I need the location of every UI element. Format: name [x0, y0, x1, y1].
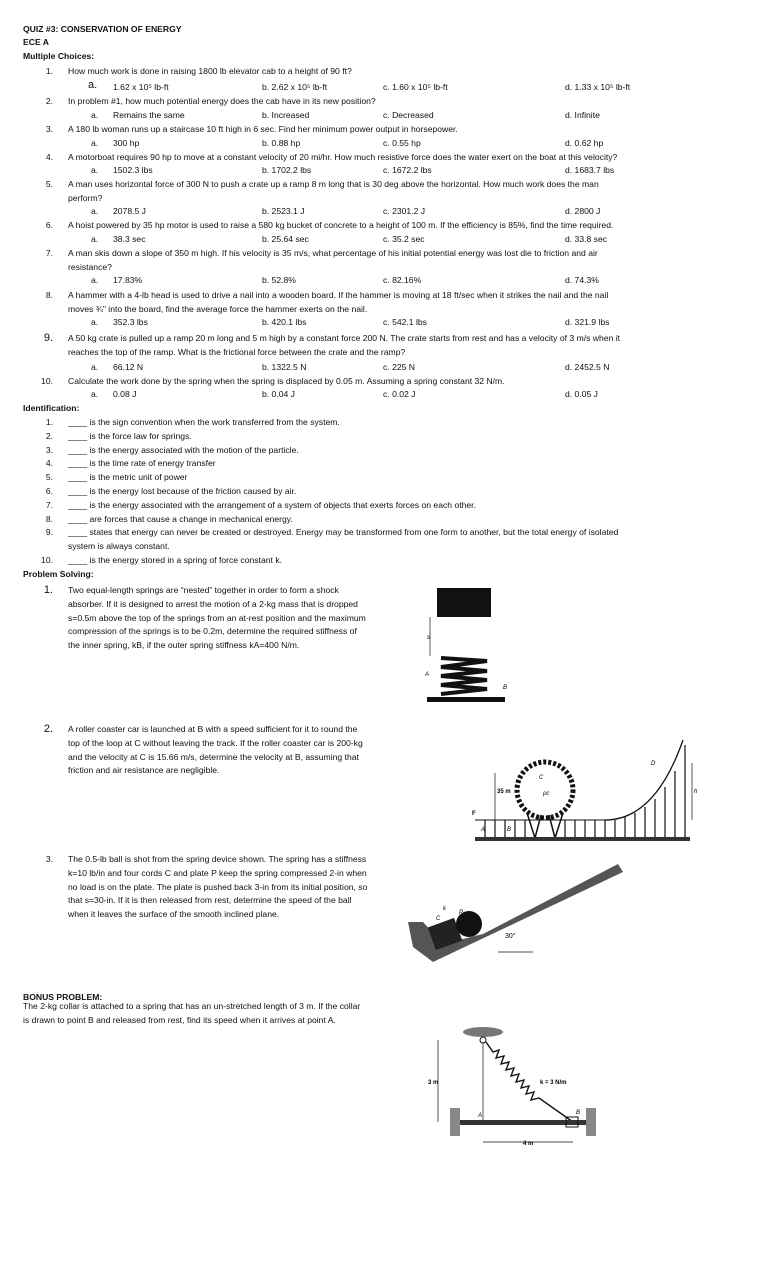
label-p: P	[459, 910, 464, 916]
option-b: b. 420.1 lbs	[262, 317, 307, 327]
question-text: resistance?	[68, 261, 112, 272]
label-a: A	[478, 1113, 483, 1119]
spring-figure	[425, 583, 520, 708]
item-text: ____ is the sign convention when the work transferred from the system.	[68, 417, 340, 427]
problem-text: The 0.5-lb ball is shot from the spring device shown. The spring has a stiffness k=10 lb/in and four cords C and plate P keep the spring compressed 2-in when no load is on the plate. The plate is pushed back 3-in from its initial position, so that s=30-in. If it is then released from rest, determine the speed of the ball when it leaves the surface of the smooth inclined plane.	[68, 854, 368, 920]
item-number: 7.	[45, 499, 53, 510]
question-number: 8.	[45, 290, 53, 300]
option-a-label: a.	[91, 206, 99, 216]
nested-springs	[441, 658, 487, 694]
option-a-label: a.	[91, 165, 99, 175]
question-number: 7.	[45, 248, 53, 258]
section-label: ECE A	[23, 37, 49, 47]
question-number: 4.	[45, 152, 53, 162]
collar-spring-figure	[428, 1022, 603, 1157]
quiz-title: QUIZ #3: CONSERVATION OF ENERGY	[23, 24, 182, 34]
option-c: c. Decreased	[383, 110, 434, 120]
roller-coaster-figure	[455, 735, 705, 845]
item-text: ____ is the energy associated with the motion of the particle.	[68, 444, 299, 455]
problem-solving-heading: Problem Solving:	[23, 569, 94, 579]
item-number: 1.	[45, 417, 53, 427]
option-a: 2078.5 J	[113, 206, 146, 216]
label-angle: 30°	[505, 933, 516, 940]
bonus-text: The 2-kg collar is attached to a spring that has an un-stretched length of 3 m. If the collar is drawn to point B and released from rest, find its speed when it arrives at point A.	[23, 1001, 361, 1025]
option-a-label: a.	[91, 317, 99, 327]
option-d: d. 1683.7 lbs	[565, 165, 615, 175]
option-c: c. 225 N	[383, 362, 416, 372]
item-number: 8.	[45, 513, 53, 524]
label-f: F	[472, 811, 476, 817]
question-text: moves ¾" into the board, find the average force the hammer exerts on the nail.	[68, 303, 368, 314]
label-3m: 3 m	[428, 1080, 439, 1086]
item-text: ____ is the metric unit of power	[68, 472, 188, 483]
inclined-plane-figure	[403, 862, 628, 972]
label-d: D	[651, 761, 656, 767]
label-k: k = 3 N/m	[540, 1080, 567, 1086]
item-text: ____ is the time rate of energy transfer	[68, 458, 216, 469]
option-b: b. 1322.5 N	[262, 362, 307, 372]
identification-heading: Identification:	[23, 403, 80, 413]
item-text: system is always constant.	[68, 541, 170, 552]
label-a: A	[425, 672, 430, 678]
question-text: A 50 kg crate is pulled up a ramp 20 m long and 5 m high by a constant force 200 N. The crate starts from rest and has a velocity of 3 m/s when it	[68, 333, 621, 343]
label-c: C	[436, 916, 441, 922]
option-a-label: a.	[91, 234, 99, 244]
item-text: ____ is the force law for springs.	[68, 430, 192, 441]
item-text: ____ states that energy can never be created or destroyed. Energy may be transformed from one form to another, but the total energy of isolated	[68, 527, 619, 538]
option-a: 66.12 N	[113, 362, 144, 372]
option-b: b. 25.64 sec	[262, 234, 309, 244]
option-a-label: a.	[91, 110, 99, 120]
label-b: B	[576, 1110, 581, 1116]
option-a: 1.62 x 10⁵ lb-ft	[113, 82, 169, 92]
mass-block	[437, 588, 491, 617]
option-a-label: a.	[91, 362, 99, 372]
option-b: b. Increased	[262, 110, 310, 120]
option-d: d. 0.62 hp	[565, 138, 604, 148]
item-text: ____ are forces that cause a change in mechanical energy.	[68, 513, 293, 524]
option-b: b. 1702.2 lbs	[262, 165, 312, 175]
label-b: B	[503, 685, 508, 691]
option-b: b. 2523.1 J	[262, 206, 305, 216]
option-a: Remains the same	[113, 110, 185, 120]
label-h: h	[694, 789, 698, 795]
label-a: A	[481, 827, 486, 833]
problem-number: 2.	[43, 723, 53, 735]
question-text: A 180 lb woman runs up a staircase 10 ft high in 6 sec. Find her minimum power output in horsepower.	[68, 124, 458, 134]
question-number: 1.	[45, 66, 53, 76]
label-b: B	[507, 827, 512, 833]
item-number: 10.	[41, 555, 53, 565]
option-d: d. Infinite	[565, 110, 600, 120]
option-a-label: a.	[91, 138, 99, 148]
problem-text: A roller coaster car is launched at B with a speed sufficient for it to round the top of the loop at C without leaving the track. If the roller coaster car is 200-kg and the velocity at C is 15.66 m/s, determine the velocity at B, assuming that friction and air resistance are negligible.	[68, 724, 363, 776]
option-d: d. 74.3%	[565, 275, 599, 285]
option-c: c. 0.02 J	[383, 389, 416, 399]
option-c: c. 2301.2 J	[383, 206, 426, 216]
option-a: 38.3 sec	[113, 234, 146, 244]
question-number: 5.	[45, 179, 53, 189]
item-number: 2.	[45, 430, 53, 441]
option-d: d. 1.33 x 10⁵ lb-ft	[565, 82, 631, 92]
option-c: c. 542.1 lbs	[383, 317, 427, 327]
option-a: 352.3 lbs	[113, 317, 148, 327]
problem-text: Two equal-length springs are “nested” together in order to form a shock absorber. If it is designed to arrest the motion of a 2-kg mass that is dropped s=0.5m above the top of the springs from an at-rest position and the maximum compression of the springs is to be 0.2m, determine the required stiffness of the inner spring, kB, if the outer spring stiffness kA=400 N/m.	[68, 585, 366, 651]
question-number: 2.	[45, 96, 53, 106]
question-number: 3.	[45, 124, 53, 134]
option-a-label: a.	[91, 389, 99, 399]
question-text: A hoist powered by 35 hp motor is used to raise a 580 kg bucket of concrete to a height of 100 m. If the efficiency is 85%, find the time required.	[68, 220, 614, 230]
option-b: b. 0.04 J	[262, 389, 295, 399]
option-a-label: a.	[88, 79, 98, 91]
question-text: In problem #1, how much potential energy does the cab have in its new position?	[68, 96, 376, 106]
option-d: d. 0.05 J	[565, 389, 598, 399]
question-text: A motorboat requires 90 hp to move at a constant velocity of 20 mi/hr. How much resistive force does the water exert on the boat at this velocity?	[68, 152, 618, 162]
label-4m: 4 m	[523, 1141, 534, 1147]
item-text: ____ is the energy lost because of the friction caused by air.	[68, 486, 297, 496]
bonus-heading: BONUS PROBLEM:	[23, 992, 103, 1002]
item-number: 6.	[45, 486, 53, 496]
item-number: 4.	[45, 458, 53, 469]
item-text: ____ is the energy stored in a spring of force constant k.	[68, 555, 283, 565]
mc-heading: Multiple Choices:	[23, 51, 95, 61]
option-c: c. 35.2 sec	[383, 234, 425, 244]
question-text: perform?	[68, 192, 103, 203]
label-rho: ρc	[543, 791, 550, 797]
option-d: d. 33.8 sec	[565, 234, 608, 244]
label-35m: 35 m	[497, 789, 511, 795]
option-a: 17.83%	[113, 275, 143, 285]
problem-number: 3.	[45, 854, 53, 864]
option-d: d. 321.9 lbs	[565, 317, 610, 327]
question-text: A hammer with a 4-lb head is used to drive a nail into a wooden board. If the hammer is moving at 18 ft/sec when it strikes the nail and the nail	[68, 290, 609, 300]
question-text: reaches the top of the ramp. What is the frictional force between the crate and the ramp?	[68, 346, 406, 357]
problem-number: 1.	[43, 584, 53, 596]
question-text: Calculate the work done by the spring when the spring is displaced by 0.05 m. Assuming a spring constant 32 N/m.	[68, 376, 505, 386]
item-number: 3.	[45, 444, 53, 455]
question-text: A man uses horizontal force of 300 N to push a crate up a ramp 8 m long that is 30 deg above the horizontal. How much work does the man	[68, 179, 599, 189]
question-text: A man skis down a slope of 350 m high. If his velocity is 35 m/s, what percentage of his initial potential energy was lost die to friction and air	[68, 248, 598, 258]
item-number: 5.	[45, 472, 53, 483]
option-b: b. 2.62 x 10⁵ lb-ft	[262, 82, 328, 92]
option-c: c. 1672.2 lbs	[383, 165, 432, 175]
option-c: c. 82.16%	[383, 275, 422, 285]
option-a: 300 hp	[113, 138, 140, 148]
question-number: 9.	[43, 332, 53, 344]
label-s: s	[427, 635, 430, 641]
option-a: 0.08 J	[113, 389, 137, 399]
question-text: How much work is done in raising 1800 lb elevator cab to a height of 90 ft?	[68, 66, 352, 76]
label-k: k	[443, 906, 446, 912]
option-d: d. 2800 J	[565, 206, 601, 216]
option-c: c. 1.60 x 10⁵ lb-ft	[383, 82, 448, 92]
option-c: c. 0.55 hp	[383, 138, 421, 148]
option-d: d. 2452.5 N	[565, 362, 610, 372]
option-b: b. 0.88 hp	[262, 138, 301, 148]
option-a: 1502.3 lbs	[113, 165, 153, 175]
option-b: b. 52.8%	[262, 275, 296, 285]
question-number: 10.	[41, 376, 53, 386]
item-number: 9.	[45, 527, 53, 538]
item-text: ____ is the energy associated with the arrangement of a system of objects that exerts forces on each other.	[68, 499, 476, 510]
question-number: 6.	[45, 220, 53, 230]
option-a-label: a.	[91, 275, 99, 285]
label-c: C	[539, 775, 544, 781]
